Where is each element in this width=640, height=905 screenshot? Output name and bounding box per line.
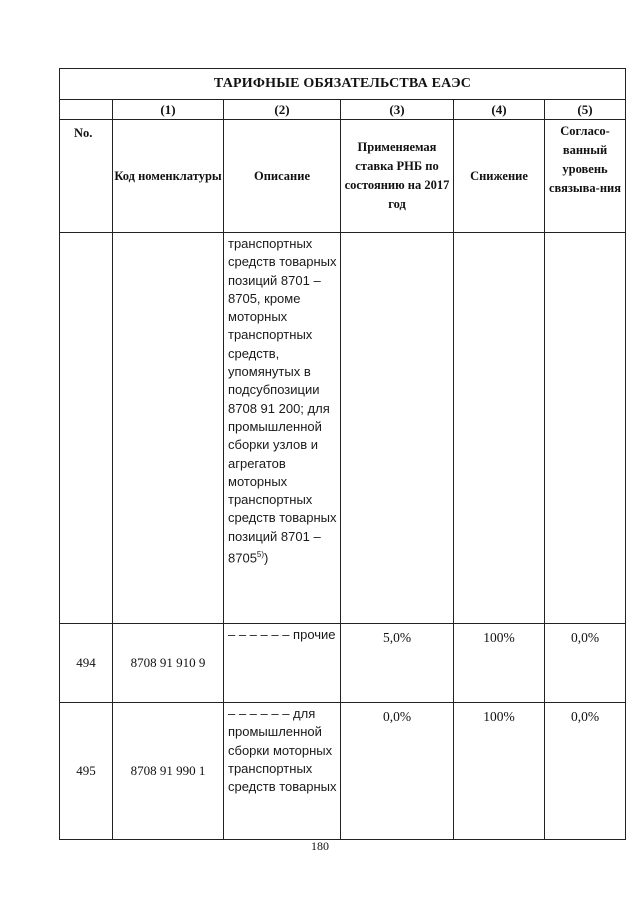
row-applied-rate: 0,0% <box>341 703 454 840</box>
column-number-4: (4) <box>454 100 545 120</box>
continuation-bound-cell <box>545 233 626 624</box>
row-no: 494 <box>60 624 113 703</box>
row-bound-level: 0,0% <box>545 703 626 840</box>
continuation-code-cell <box>113 233 224 624</box>
table-row <box>60 624 626 703</box>
table-title: ТАРИФНЫЕ ОБЯЗАТЕЛЬСТВА ЕАЭС <box>60 69 626 100</box>
row-no: 495 <box>60 703 113 840</box>
column-number-row <box>60 100 626 120</box>
footnote-marker: 5) <box>256 550 265 560</box>
header-bound-level: Согласо-ванный уровень связыва-ния <box>545 120 626 233</box>
continuation-description-text: транспортных средств товарных позиций 8701 – 8705, кроме моторных транспортных средств, упомянутых в подсубпозиции 8708 91 200; для промышленной сборки узлов и агрегатов моторных транспортных средств товарных позиций 8701 – 8705 <box>228 236 337 566</box>
row-reduction: 100% <box>454 624 545 703</box>
continuation-no-cell <box>60 233 113 624</box>
header-code: Код номенклатуры <box>113 120 224 233</box>
row-bound-level: 0,0% <box>545 624 626 703</box>
row-reduction: 100% <box>454 703 545 840</box>
column-number-5: (5) <box>545 100 626 120</box>
header-row <box>60 120 626 233</box>
tariff-table <box>59 68 626 840</box>
header-description: Описание <box>224 120 341 233</box>
continuation-closing: ) <box>264 550 269 566</box>
column-number-3: (3) <box>341 100 454 120</box>
row-description: – – – – – – для промышленной сборки моторных транспортных средств товарных <box>224 703 341 840</box>
row-applied-rate: 5,0% <box>341 624 454 703</box>
continuation-rate-cell <box>341 233 454 624</box>
continuation-row <box>60 233 626 624</box>
row-description: – – – – – – прочие <box>224 624 341 703</box>
page-number: 180 <box>311 839 329 853</box>
continuation-reduction-cell <box>454 233 545 624</box>
table-row <box>60 703 626 840</box>
header-reduction: Снижение <box>454 120 545 233</box>
continuation-description <box>224 233 341 624</box>
column-number-1: (1) <box>113 100 224 120</box>
header-no: No. <box>60 120 113 233</box>
column-number-empty <box>60 100 113 120</box>
row-code: 8708 91 910 9 <box>113 624 224 703</box>
header-applied-rate: Применяемая ставка РНБ по состоянию на 2017 год <box>341 120 454 233</box>
row-code: 8708 91 990 1 <box>113 703 224 840</box>
column-number-2: (2) <box>224 100 341 120</box>
